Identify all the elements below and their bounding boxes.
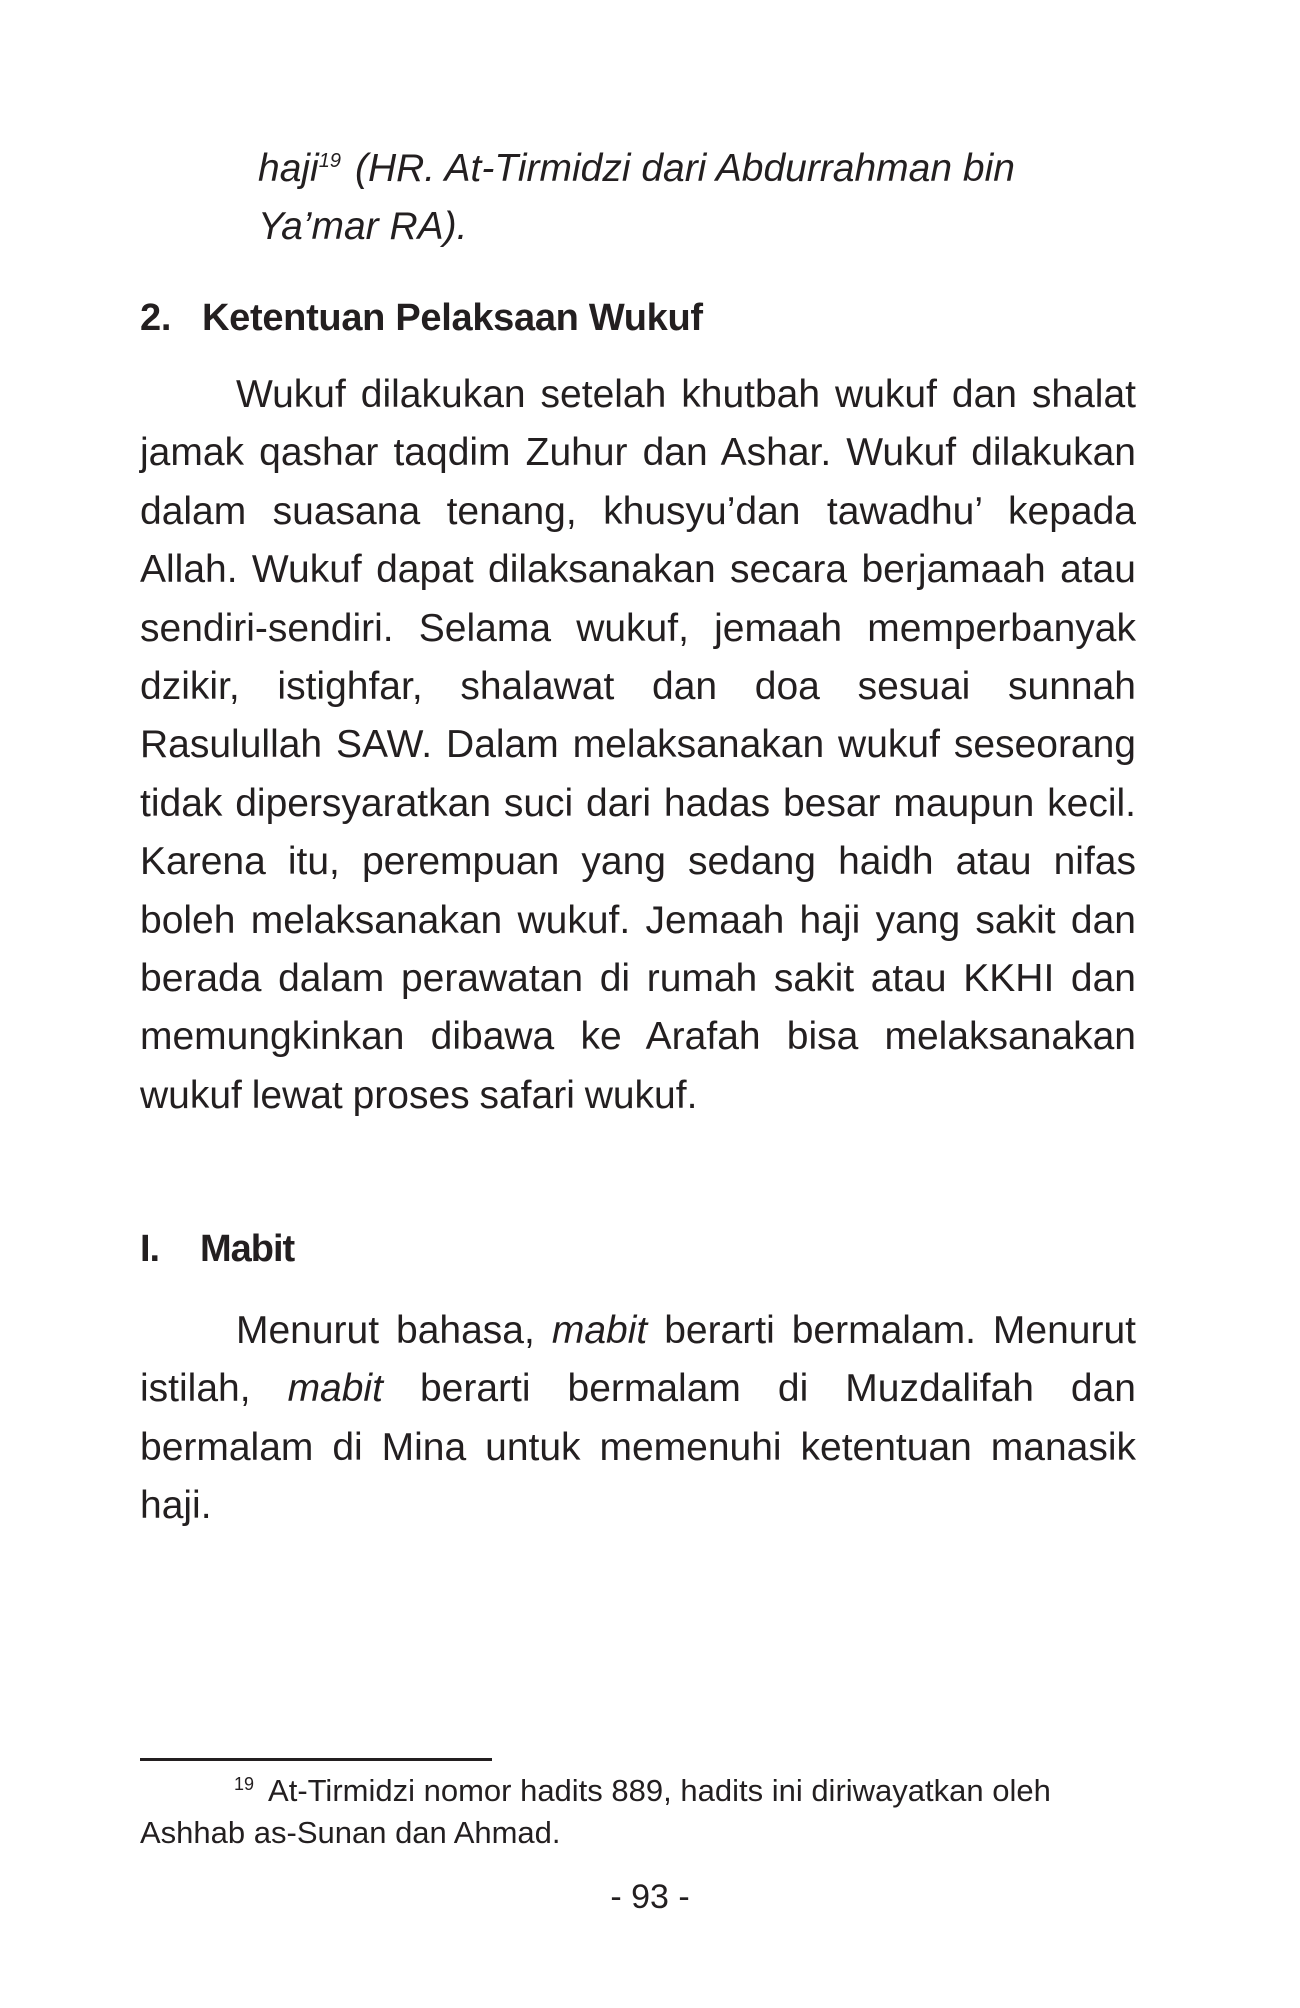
footnote-divider <box>140 1758 492 1761</box>
page-number: - 93 - <box>610 1878 690 1916</box>
section-title: Ketentuan Pelaksaan Wukuf <box>202 297 703 339</box>
footnote-number: 19 <box>234 1773 255 1794</box>
subsection-paragraph <box>140 1302 1136 1536</box>
footnote-reference[interactable]: 19 <box>318 150 341 172</box>
section-number: 2. <box>140 297 172 339</box>
paragraph-text-2: berarti bermalam. Menurut istilah, <box>140 1309 1136 1411</box>
quote-text: (HR. At-Tirmidzi dari Abdurrahman bin Ya’mar RA). <box>258 147 1015 248</box>
paragraph-text-3: berarti bermalam di Muzdalifah dan bermalam di Mina untuk memenuhi ketentuan manasik haji. <box>140 1367 1136 1528</box>
subsection-heading <box>140 1228 294 1271</box>
quote-word: haji <box>258 147 319 190</box>
paragraph-italic-2: mabit <box>287 1367 383 1411</box>
section-paragraph: Wukuf dilakukan setelah khutbah wukuf dan shalat jamak qashar taqdim Zuhur dan Ashar. Wukuf dilakukan dalam suasana tenang, khusyu’dan tawadhu’ kepada Allah. Wukuf dapat dilaksanakan secara berjamaah atau sendiri-sendiri. Selama wukuf, jemaah memperbanyak dzikir, istighfar, shalawat dan doa sesuai sunnah Rasulullah SAW. Dalam melaksanakan wukuf seseorang tidak dipersyaratkan suci dari hadas besar maupun kecil. Karena itu, perempuan yang sedang haidh atau nifas boleh melaksanakan wukuf. Jemaah haji yang sakit dan berada dalam perawatan di rumah sakit atau KKHI dan memungkinkan dibawa ke Arafah bisa melaksanakan wukuf lewat proses safari wukuf. <box>140 373 1136 1117</box>
footnote <box>140 1770 1136 1854</box>
subsection-title: Mabit <box>200 1228 295 1270</box>
footnote-text: At-Tirmidzi nomor hadits 889, hadits ini diriwayatkan oleh Ashhab as-Sunan dan Ahmad. <box>140 1773 1051 1850</box>
hadith-quote <box>258 140 1018 256</box>
paragraph-text-1: Menurut bahasa, <box>236 1309 535 1352</box>
paragraph-italic-1: mabit <box>551 1309 648 1352</box>
subsection-number: I. <box>140 1228 160 1270</box>
section-heading <box>140 297 703 340</box>
